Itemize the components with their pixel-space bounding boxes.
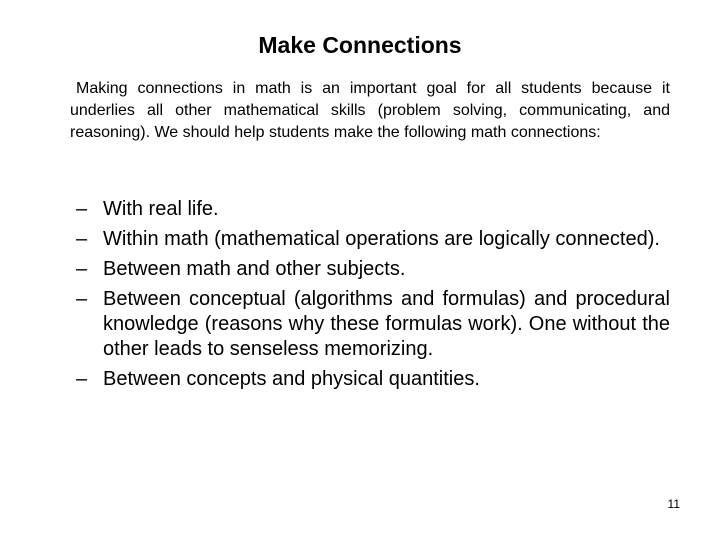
- dash-marker: –: [76, 198, 88, 220]
- list-item-text: Between math and other subjects.: [103, 258, 406, 280]
- dash-marker: –: [76, 288, 88, 310]
- list-item-text: Between conceptual (algorithms and formulas) and procedural knowledge (reasons why these formulas work). One without the other leads to senseless memorizing.: [103, 288, 670, 360]
- list-item: [70, 227, 670, 252]
- list-item: [70, 287, 670, 362]
- dash-marker: –: [76, 228, 88, 250]
- dash-marker: –: [76, 258, 88, 280]
- list-item-text: With real life.: [103, 198, 219, 220]
- list-item-text: Within math (mathematical operations are logically connected).: [103, 228, 660, 250]
- list-item-text: Between concepts and physical quantities.: [103, 368, 480, 390]
- dash-marker: –: [76, 368, 88, 390]
- list-item: [70, 257, 670, 282]
- list-item: [70, 367, 670, 392]
- intro-paragraph: Making connections in math is an important goal for all students because it underlies all other mathematical skills (problem solving, communicating, and reasoning). We should help students make the following math connections:: [70, 80, 670, 141]
- slide-title: Make Connections: [258, 32, 462, 58]
- page-number: 11: [667, 497, 680, 511]
- list-item: [70, 197, 670, 222]
- connections-list: [70, 197, 670, 397]
